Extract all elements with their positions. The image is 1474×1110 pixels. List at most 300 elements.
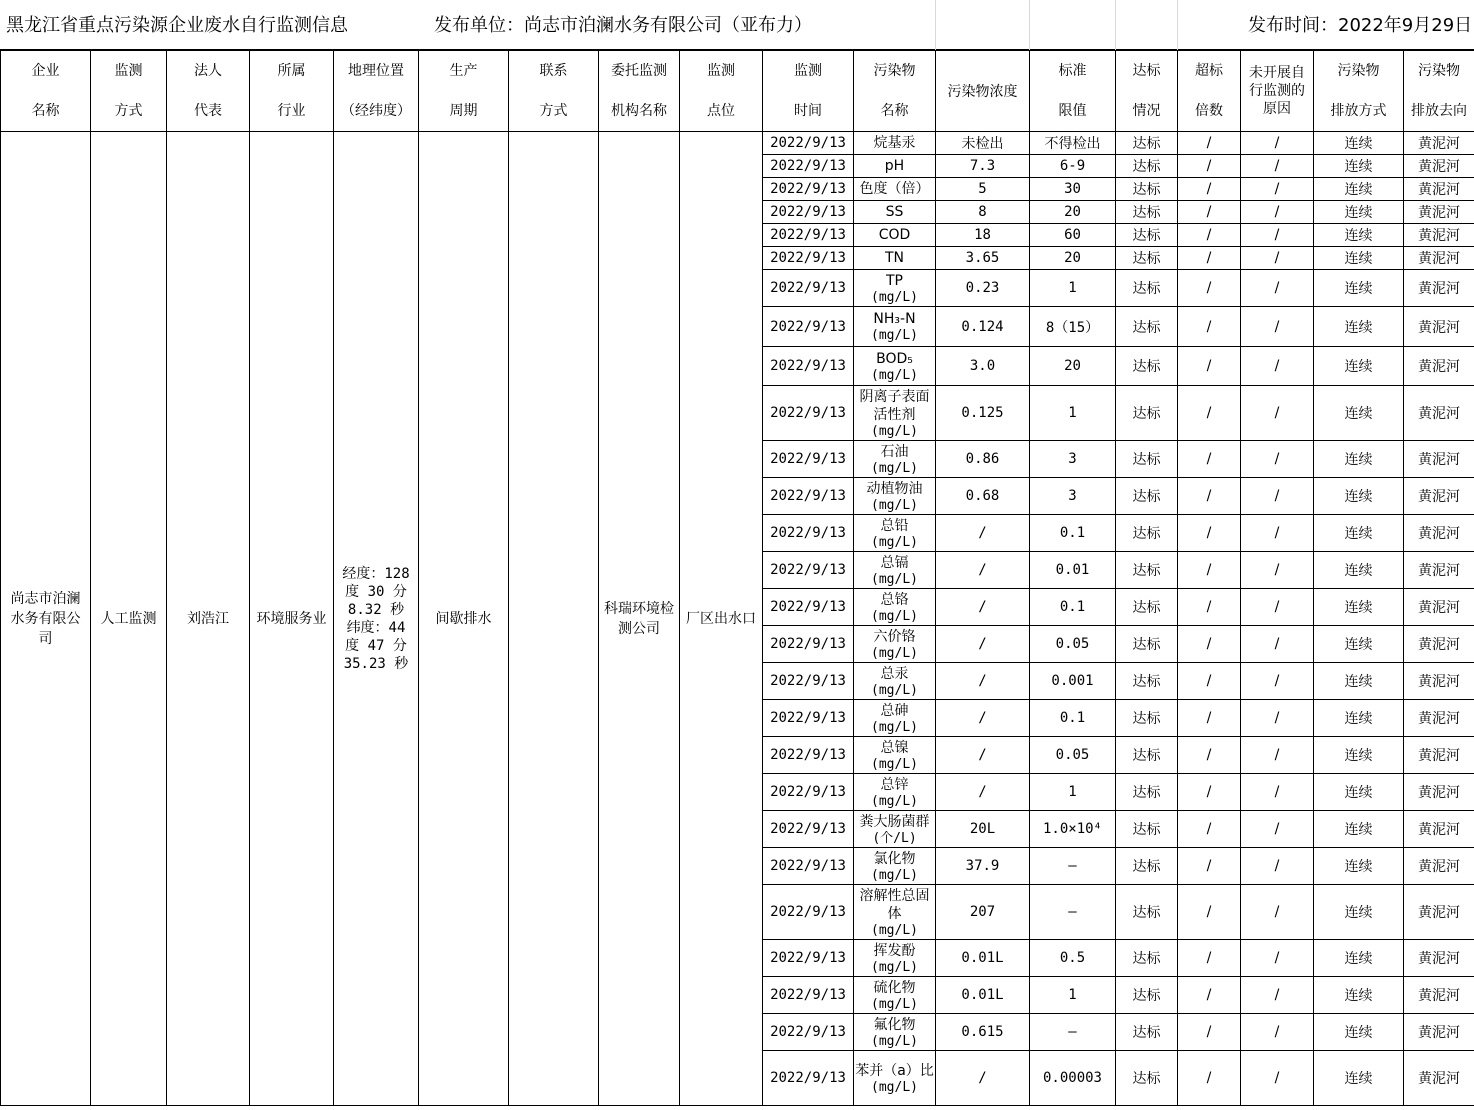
compliance-status: 达标 — [1116, 1014, 1178, 1051]
pollutant-name — [854, 515, 936, 552]
pollutant-name-text: SS — [885, 204, 904, 220]
compliance-status: 达标 — [1116, 774, 1178, 811]
discharge-mode: 连续 — [1314, 977, 1404, 1014]
not-monitored-reason: / — [1241, 478, 1314, 515]
column-header: 法人 代表 — [167, 51, 250, 132]
discharge-destination: 黄泥河 — [1404, 515, 1474, 552]
column-header: 监测 时间 — [763, 51, 854, 132]
discharge-destination: 黄泥河 — [1404, 589, 1474, 626]
concentration: 207 — [936, 885, 1030, 940]
monitoring-time: 2022/9/13 — [763, 1014, 854, 1051]
pollutant-name-text: TP — [886, 272, 903, 289]
column-header: 污染物 名称 — [854, 51, 936, 132]
pollutant-unit: (mg/L) — [871, 423, 918, 439]
compliance-status: 达标 — [1116, 155, 1178, 178]
exceed-multiple: / — [1178, 155, 1241, 178]
standard-limit: 20 — [1030, 201, 1116, 224]
discharge-destination: 黄泥河 — [1404, 940, 1474, 977]
header-row — [1, 51, 1474, 132]
not-monitored-reason: / — [1241, 848, 1314, 885]
exceed-multiple: / — [1178, 885, 1241, 940]
compliance-status: 达标 — [1116, 626, 1178, 663]
monitoring-time: 2022/9/13 — [763, 848, 854, 885]
pollutant-name — [854, 885, 936, 940]
monitoring-time: 2022/9/13 — [763, 224, 854, 247]
standard-limit: 60 — [1030, 224, 1116, 247]
compliance-status: 达标 — [1116, 977, 1178, 1014]
exceed-multiple: / — [1178, 977, 1241, 1014]
pollutant-name — [854, 347, 936, 386]
pollutant-unit: (mg/L) — [871, 328, 918, 343]
pollutant-unit: (mg/L) — [871, 793, 918, 809]
pollutant-name — [854, 977, 936, 1014]
pollutant-unit: (mg/L) — [871, 571, 918, 587]
standard-limit: 3 — [1030, 478, 1116, 515]
monitoring-time: 2022/9/13 — [763, 663, 854, 700]
discharge-mode: 连续 — [1314, 386, 1404, 441]
discharge-mode: 连续 — [1314, 515, 1404, 552]
column-header: 达标 情况 — [1116, 51, 1178, 132]
exceed-multiple: / — [1178, 626, 1241, 663]
column-header: 未开展自行监测的原因 — [1241, 51, 1314, 132]
pollutant-name-text: COD — [878, 227, 911, 243]
exceed-multiple: / — [1178, 441, 1241, 478]
discharge-destination: 黄泥河 — [1404, 774, 1474, 811]
pollutant-name — [854, 201, 936, 224]
exceed-multiple: / — [1178, 589, 1241, 626]
concentration: 18 — [936, 224, 1030, 247]
discharge-destination: 黄泥河 — [1404, 155, 1474, 178]
exceed-multiple: / — [1178, 737, 1241, 774]
pollutant-name — [854, 247, 936, 270]
pollutant-name — [854, 224, 936, 247]
discharge-mode: 连续 — [1314, 307, 1404, 347]
pollutant-name — [854, 441, 936, 478]
not-monitored-reason: / — [1241, 247, 1314, 270]
discharge-mode: 连续 — [1314, 737, 1404, 774]
not-monitored-reason: / — [1241, 552, 1314, 589]
standard-limit: 0.05 — [1030, 737, 1116, 774]
monitoring-time: 2022/9/13 — [763, 307, 854, 347]
monitoring-agency: 科瑞环境检测公司 — [599, 132, 680, 1106]
pollutant-name-text: 总汞 — [880, 665, 909, 682]
exceed-multiple: / — [1178, 224, 1241, 247]
exceed-multiple: / — [1178, 307, 1241, 347]
monitoring-time: 2022/9/13 — [763, 552, 854, 589]
pollutant-name-text: 总镍 — [880, 739, 909, 756]
concentration: / — [936, 737, 1030, 774]
pollutant-name-text: TN — [884, 250, 905, 266]
pollutant-name-text: 烷基汞 — [873, 135, 916, 151]
company-name: 尚志市泊澜水务有限公司 — [1, 132, 91, 1106]
pollutant-unit: (mg/L) — [871, 756, 918, 772]
pollutant-name-text: 总镉 — [880, 554, 909, 571]
column-header: 委托监测 机构名称 — [599, 51, 680, 132]
pollutant-unit: (个/L) — [872, 830, 917, 846]
publisher-label: 发布单位：尚志市泊澜水务有限公司（亚布力） — [434, 15, 812, 36]
discharge-mode: 连续 — [1314, 848, 1404, 885]
compliance-status: 达标 — [1116, 940, 1178, 977]
exceed-multiple: / — [1178, 247, 1241, 270]
standard-limit: 20 — [1030, 347, 1116, 386]
not-monitored-reason: / — [1241, 386, 1314, 441]
pollutant-name — [854, 589, 936, 626]
standard-limit: 3 — [1030, 441, 1116, 478]
compliance-status: 达标 — [1116, 178, 1178, 201]
exceed-multiple: / — [1178, 774, 1241, 811]
pollutant-name — [854, 270, 936, 307]
pollutant-name — [854, 552, 936, 589]
discharge-destination: 黄泥河 — [1404, 1014, 1474, 1051]
not-monitored-reason: / — [1241, 270, 1314, 307]
title-row — [0, 0, 1474, 50]
not-monitored-reason: / — [1241, 132, 1314, 155]
compliance-status: 达标 — [1116, 1051, 1178, 1106]
contact — [509, 132, 599, 1106]
standard-limit: 1.0×10⁴ — [1030, 811, 1116, 848]
concentration: 8 — [936, 201, 1030, 224]
discharge-mode: 连续 — [1314, 663, 1404, 700]
concentration: 0.125 — [936, 386, 1030, 441]
exceed-multiple: / — [1178, 552, 1241, 589]
pollutant-name-text: 色度（倍） — [859, 181, 930, 197]
discharge-destination: 黄泥河 — [1404, 811, 1474, 848]
pollutant-unit: (mg/L) — [871, 460, 918, 476]
standard-limit: 6-9 — [1030, 155, 1116, 178]
exceed-multiple: / — [1178, 663, 1241, 700]
monitoring-table — [0, 50, 1474, 1106]
standard-limit: 不得检出 — [1030, 132, 1116, 155]
discharge-mode: 连续 — [1314, 1051, 1404, 1106]
pollutant-name — [854, 178, 936, 201]
not-monitored-reason: / — [1241, 347, 1314, 386]
concentration: 未检出 — [936, 132, 1030, 155]
monitoring-time: 2022/9/13 — [763, 478, 854, 515]
exceed-multiple: / — [1178, 848, 1241, 885]
not-monitored-reason: / — [1241, 201, 1314, 224]
monitoring-time: 2022/9/13 — [763, 626, 854, 663]
discharge-mode: 连续 — [1314, 155, 1404, 178]
column-header: 联系 方式 — [509, 51, 599, 132]
not-monitored-reason: / — [1241, 811, 1314, 848]
pollutant-name-text: 总锌 — [880, 776, 909, 793]
not-monitored-reason: / — [1241, 307, 1314, 347]
pollutant-name-text: 粪大肠菌群 — [859, 813, 930, 830]
monitoring-time: 2022/9/13 — [763, 774, 854, 811]
pollutant-unit: (mg/L) — [871, 719, 918, 735]
standard-limit: 0.05 — [1030, 626, 1116, 663]
not-monitored-reason: / — [1241, 441, 1314, 478]
not-monitored-reason: / — [1241, 155, 1314, 178]
monitoring-time: 2022/9/13 — [763, 589, 854, 626]
pollutant-name-text: pH — [884, 158, 905, 174]
pollutant-name-text: 石油 — [880, 443, 909, 460]
discharge-mode: 连续 — [1314, 552, 1404, 589]
monitoring-time: 2022/9/13 — [763, 700, 854, 737]
discharge-mode: 连续 — [1314, 1014, 1404, 1051]
exceed-multiple: / — [1178, 386, 1241, 441]
pollutant-unit: (mg/L) — [871, 959, 918, 975]
discharge-mode: 连续 — [1314, 940, 1404, 977]
exceed-multiple: / — [1178, 940, 1241, 977]
not-monitored-reason: / — [1241, 940, 1314, 977]
discharge-mode: 连续 — [1314, 700, 1404, 737]
discharge-destination: 黄泥河 — [1404, 132, 1474, 155]
discharge-destination: 黄泥河 — [1404, 178, 1474, 201]
standard-limit: 0.001 — [1030, 663, 1116, 700]
table-row — [1, 132, 1474, 155]
discharge-destination: 黄泥河 — [1404, 848, 1474, 885]
exceed-multiple: / — [1178, 515, 1241, 552]
not-monitored-reason: / — [1241, 589, 1314, 626]
compliance-status: 达标 — [1116, 270, 1178, 307]
pollutant-unit: (mg/L) — [871, 289, 918, 305]
pollutant-name-text: 溶解性总固体 — [859, 887, 930, 922]
pollutant-name-text: BOD₅ — [876, 350, 913, 367]
not-monitored-reason: / — [1241, 663, 1314, 700]
discharge-mode: 连续 — [1314, 201, 1404, 224]
monitoring-time: 2022/9/13 — [763, 386, 854, 441]
exceed-multiple: / — [1178, 811, 1241, 848]
discharge-mode: 连续 — [1314, 178, 1404, 201]
discharge-destination: 黄泥河 — [1404, 307, 1474, 347]
pollutant-name-text: 苯并（a）比 — [855, 1062, 934, 1079]
pollutant-unit: (mg/L) — [871, 497, 918, 513]
not-monitored-reason: / — [1241, 977, 1314, 1014]
standard-limit: 1 — [1030, 270, 1116, 307]
column-header: 标准 限值 — [1030, 51, 1116, 132]
pollutant-name — [854, 848, 936, 885]
compliance-status: 达标 — [1116, 700, 1178, 737]
concentration: 3.65 — [936, 247, 1030, 270]
compliance-status: 达标 — [1116, 441, 1178, 478]
concentration: / — [936, 552, 1030, 589]
standard-limit: 8（15） — [1030, 307, 1116, 347]
not-monitored-reason: / — [1241, 885, 1314, 940]
pollutant-name-text: 总铅 — [880, 517, 909, 534]
pollutant-name-text: NH₃-N — [873, 311, 916, 327]
geo-location: 经度：128 度 30 分 8.32 秒 纬度：44 度 47 分 35.23 秒 — [334, 132, 419, 1106]
monitoring-time: 2022/9/13 — [763, 811, 854, 848]
pollutant-unit: (mg/L) — [871, 1033, 918, 1049]
pollutant-name — [854, 811, 936, 848]
standard-limit: 0.00003 — [1030, 1051, 1116, 1106]
pollutant-name-text: 挥发酚 — [873, 942, 916, 959]
pollutant-name-text: 阴离子表面活性剂 — [859, 388, 930, 423]
pollutant-name-text: 氯化物 — [873, 850, 916, 867]
not-monitored-reason: / — [1241, 224, 1314, 247]
standard-limit: 1 — [1030, 386, 1116, 441]
compliance-status: 达标 — [1116, 307, 1178, 347]
column-header: 超标 倍数 — [1178, 51, 1241, 132]
pollutant-name — [854, 155, 936, 178]
pollutant-name — [854, 626, 936, 663]
publish-date: 发布时间：2022年9月29日 — [1248, 15, 1473, 36]
discharge-destination: 黄泥河 — [1404, 386, 1474, 441]
monitoring-time: 2022/9/13 — [763, 515, 854, 552]
concentration: / — [936, 1051, 1030, 1106]
exceed-multiple: / — [1178, 1051, 1241, 1106]
discharge-mode: 连续 — [1314, 132, 1404, 155]
compliance-status: 达标 — [1116, 663, 1178, 700]
discharge-mode: 连续 — [1314, 885, 1404, 940]
discharge-destination: 黄泥河 — [1404, 737, 1474, 774]
discharge-mode: 连续 — [1314, 441, 1404, 478]
discharge-mode: 连续 — [1314, 478, 1404, 515]
discharge-mode: 连续 — [1314, 626, 1404, 663]
standard-limit: 1 — [1030, 774, 1116, 811]
discharge-mode: 连续 — [1314, 347, 1404, 386]
monitoring-time: 2022/9/13 — [763, 737, 854, 774]
monitoring-time: 2022/9/13 — [763, 155, 854, 178]
monitoring-time: 2022/9/13 — [763, 1051, 854, 1106]
pollutant-name — [854, 737, 936, 774]
pollutant-unit: (mg/L) — [871, 534, 918, 550]
discharge-destination: 黄泥河 — [1404, 663, 1474, 700]
standard-limit: — — [1030, 848, 1116, 885]
exceed-multiple: / — [1178, 1014, 1241, 1051]
pollutant-unit: (mg/L) — [871, 682, 918, 698]
pollutant-unit: (mg/L) — [871, 367, 918, 383]
compliance-status: 达标 — [1116, 347, 1178, 386]
concentration: / — [936, 700, 1030, 737]
column-header: 监测 方式 — [91, 51, 167, 132]
standard-limit: — — [1030, 885, 1116, 940]
concentration: 5 — [936, 178, 1030, 201]
discharge-destination: 黄泥河 — [1404, 700, 1474, 737]
pollutant-unit: (mg/L) — [871, 867, 918, 883]
standard-limit: 0.1 — [1030, 589, 1116, 626]
concentration: / — [936, 626, 1030, 663]
concentration: / — [936, 774, 1030, 811]
pollutant-name — [854, 132, 936, 155]
pollutant-name — [854, 774, 936, 811]
column-header: 所属 行业 — [250, 51, 334, 132]
discharge-mode: 连续 — [1314, 270, 1404, 307]
not-monitored-reason: / — [1241, 1051, 1314, 1106]
concentration: / — [936, 663, 1030, 700]
exceed-multiple: / — [1178, 270, 1241, 307]
pollutant-name-text: 硫化物 — [873, 979, 916, 996]
discharge-mode: 连续 — [1314, 247, 1404, 270]
exceed-multiple: / — [1178, 700, 1241, 737]
column-header: 生产 周期 — [419, 51, 509, 132]
concentration: 7.3 — [936, 155, 1030, 178]
discharge-destination: 黄泥河 — [1404, 1051, 1474, 1106]
discharge-destination: 黄泥河 — [1404, 626, 1474, 663]
discharge-destination: 黄泥河 — [1404, 885, 1474, 940]
discharge-mode: 连续 — [1314, 589, 1404, 626]
concentration: 3.0 — [936, 347, 1030, 386]
exceed-multiple: / — [1178, 201, 1241, 224]
pollutant-name — [854, 940, 936, 977]
discharge-destination: 黄泥河 — [1404, 347, 1474, 386]
concentration: 0.86 — [936, 441, 1030, 478]
concentration: 0.615 — [936, 1014, 1030, 1051]
compliance-status: 达标 — [1116, 132, 1178, 155]
pollutant-name-text: 总砷 — [880, 702, 909, 719]
pollutant-name — [854, 700, 936, 737]
exceed-multiple: / — [1178, 178, 1241, 201]
compliance-status: 达标 — [1116, 201, 1178, 224]
concentration: 0.01L — [936, 977, 1030, 1014]
standard-limit: 0.5 — [1030, 940, 1116, 977]
concentration: 0.124 — [936, 307, 1030, 347]
production-cycle: 间歇排水 — [419, 132, 509, 1106]
concentration: 0.23 — [936, 270, 1030, 307]
concentration: / — [936, 515, 1030, 552]
monitoring-method: 人工监测 — [91, 132, 167, 1106]
discharge-destination: 黄泥河 — [1404, 247, 1474, 270]
not-monitored-reason: / — [1241, 178, 1314, 201]
discharge-destination: 黄泥河 — [1404, 478, 1474, 515]
standard-limit: 0.1 — [1030, 700, 1116, 737]
discharge-mode: 连续 — [1314, 224, 1404, 247]
exceed-multiple: / — [1178, 347, 1241, 386]
concentration: 20L — [936, 811, 1030, 848]
compliance-status: 达标 — [1116, 848, 1178, 885]
pollutant-unit: (mg/L) — [871, 608, 918, 624]
compliance-status: 达标 — [1116, 247, 1178, 270]
concentration: 37.9 — [936, 848, 1030, 885]
pollutant-name-text: 氟化物 — [873, 1016, 916, 1033]
column-header: 污染物浓度 — [936, 51, 1030, 132]
pollutant-name-text: 总铬 — [880, 591, 909, 608]
not-monitored-reason: / — [1241, 700, 1314, 737]
standard-limit: 0.1 — [1030, 515, 1116, 552]
pollutant-name — [854, 1014, 936, 1051]
pollutant-name — [854, 478, 936, 515]
concentration: 0.68 — [936, 478, 1030, 515]
standard-limit: 0.01 — [1030, 552, 1116, 589]
column-header: 企业 名称 — [1, 51, 91, 132]
discharge-mode: 连续 — [1314, 811, 1404, 848]
not-monitored-reason: / — [1241, 626, 1314, 663]
monitoring-time: 2022/9/13 — [763, 977, 854, 1014]
compliance-status: 达标 — [1116, 589, 1178, 626]
standard-limit: 1 — [1030, 977, 1116, 1014]
compliance-status: 达标 — [1116, 737, 1178, 774]
discharge-destination: 黄泥河 — [1404, 270, 1474, 307]
pollutant-name-text: 动植物油 — [866, 480, 923, 497]
pollutant-name — [854, 663, 936, 700]
pollutant-name — [854, 307, 936, 347]
discharge-destination: 黄泥河 — [1404, 441, 1474, 478]
monitoring-time: 2022/9/13 — [763, 441, 854, 478]
not-monitored-reason: / — [1241, 515, 1314, 552]
monitoring-point: 厂区出水口 — [680, 132, 763, 1106]
compliance-status: 达标 — [1116, 386, 1178, 441]
pollutant-name — [854, 386, 936, 441]
compliance-status: 达标 — [1116, 811, 1178, 848]
pollutant-unit: (mg/L) — [871, 996, 918, 1012]
pollutant-name — [854, 1051, 936, 1106]
compliance-status: 达标 — [1116, 478, 1178, 515]
monitoring-time: 2022/9/13 — [763, 178, 854, 201]
concentration: / — [936, 589, 1030, 626]
monitoring-time: 2022/9/13 — [763, 885, 854, 940]
column-header: 监测 点位 — [680, 51, 763, 132]
column-header: 污染物 排放去向 — [1404, 51, 1474, 132]
monitoring-time: 2022/9/13 — [763, 201, 854, 224]
monitoring-time: 2022/9/13 — [763, 132, 854, 155]
industry: 环境服务业 — [250, 132, 334, 1106]
discharge-mode: 连续 — [1314, 774, 1404, 811]
pollutant-unit: (mg/L) — [871, 1079, 918, 1095]
standard-limit: 20 — [1030, 247, 1116, 270]
standard-limit: — — [1030, 1014, 1116, 1051]
not-monitored-reason: / — [1241, 737, 1314, 774]
